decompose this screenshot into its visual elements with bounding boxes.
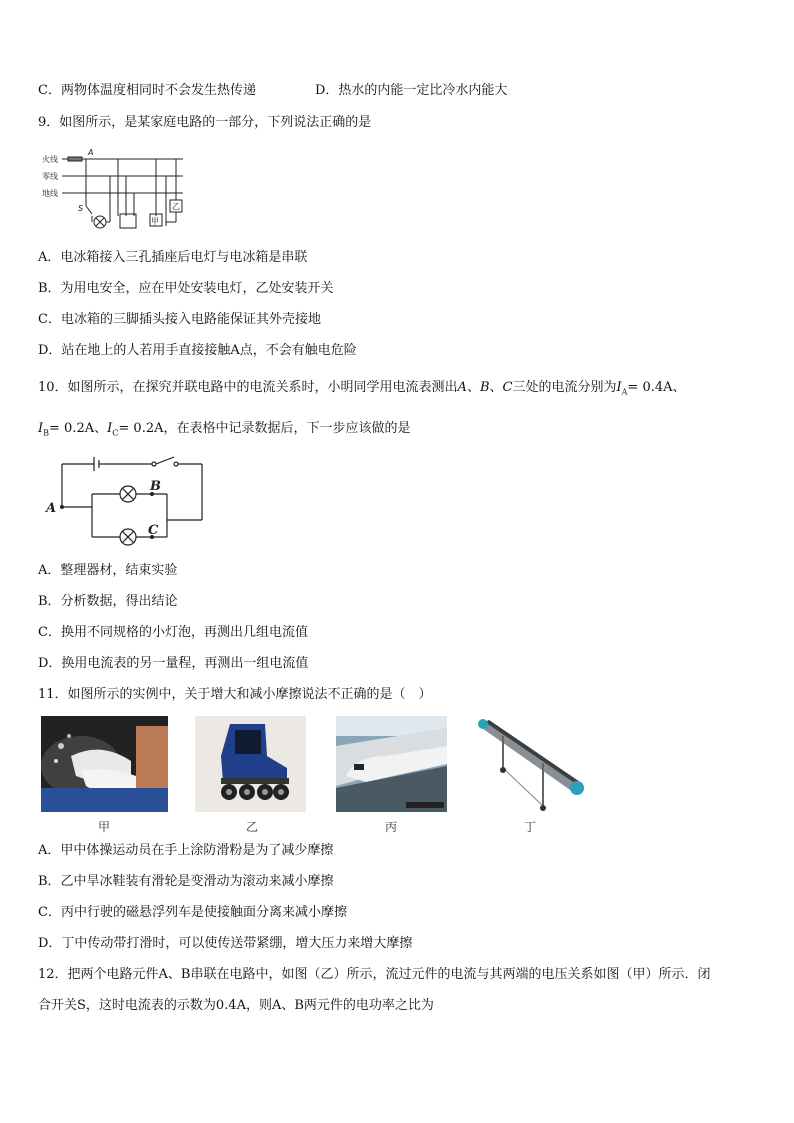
q9-label-s: S	[78, 204, 84, 213]
q9-label-ground: 地线	[42, 189, 58, 198]
q9-option-c: C．电冰箱的三脚插头接入电路能保证其外壳接地	[38, 312, 321, 327]
q10-label-b: B	[150, 479, 161, 494]
q10-option-a: A．整理器材，结束实验	[38, 563, 178, 578]
q10-stem-line1: 10．如图所示，在探究并联电路中的电流关系时，小明同学用电流表测出A、B、C三处的电流分别为$I_A= 0.4A$、	[38, 380, 686, 397]
q9-label-live: 火线	[42, 155, 58, 164]
q11-photo-bing	[336, 716, 447, 812]
q11-caption-yi: 乙	[245, 820, 258, 834]
q11-option-c: C．丙中行驶的磁悬浮列车是使接触面分离来减小摩擦	[38, 905, 347, 920]
q11-photo-jia	[41, 716, 168, 812]
q9-circuit-figure	[38, 146, 188, 236]
q11-photo-ding	[473, 716, 591, 812]
q9-stem: 9．如图所示，是某家庭电路的一部分，下列说法正确的是	[38, 115, 372, 130]
q11-stem: 11．如图所示的实例中，关于增大和减小摩擦说法不正确的是（ ）	[38, 687, 432, 702]
q8-option-c: C．两物体温度相同时不会发生热传递	[38, 83, 256, 98]
q8-option-d: D．热水的内能一定比冷水内能大	[315, 83, 508, 98]
q10-option-d: D．换用电流表的另一量程，再测出一组电流值	[38, 656, 309, 671]
q9-label-a: A	[88, 148, 94, 157]
q9-option-d: D．站在地上的人若用手直接接触A点，不会有触电危险	[38, 343, 357, 358]
q10-label-a: A	[46, 501, 57, 516]
q9-label-jia: 甲	[151, 217, 159, 226]
q9-label-neutral: 零线	[42, 172, 58, 181]
q10-option-c: C．换用不同规格的小灯泡，再测出几组电流值	[38, 625, 308, 640]
q11-option-a: A．甲中体操运动员在手上涂防滑粉是为了减少摩擦	[38, 843, 334, 858]
q11-photo-yi	[195, 716, 306, 812]
q12-stem-line1: 12．把两个电路元件A、B串联在电路中，如图（乙）所示，流过元件的电流与其两端的电压关系如图（甲）所示．闭	[38, 967, 711, 982]
q10-parallel-circuit-figure	[42, 452, 207, 554]
q11-option-d: D．丁中传动带打滑时，可以使传送带紧绷，增大压力来增大摩擦	[38, 936, 413, 951]
q10-option-b: B．分析数据，得出结论	[38, 594, 178, 609]
q11-caption-bing: 丙	[384, 820, 397, 834]
q12-stem-line2: 合开关S，这时电流表的示数为0.4A，则A、B两元件的电功率之比为	[38, 998, 434, 1013]
q9-label-yi: 乙	[172, 202, 180, 211]
q11-caption-jia: 甲	[97, 820, 110, 834]
q11-caption-ding: 丁	[523, 820, 536, 834]
q10-stem-line2: $I_B= 0.2A$、$I_C= 0.2A$，在表格中记录数据后，下一步应该做的是	[38, 421, 411, 438]
q9-option-a: A．电冰箱接入三孔插座后电灯与电冰箱是串联	[38, 250, 308, 265]
q11-option-b: B．乙中旱冰鞋装有滑轮是变滑动为滚动来减小摩擦	[38, 874, 334, 889]
q10-label-c: C	[148, 523, 159, 538]
q9-option-b: B．为用电安全，应在甲处安装电灯，乙处安装开关	[38, 281, 334, 296]
